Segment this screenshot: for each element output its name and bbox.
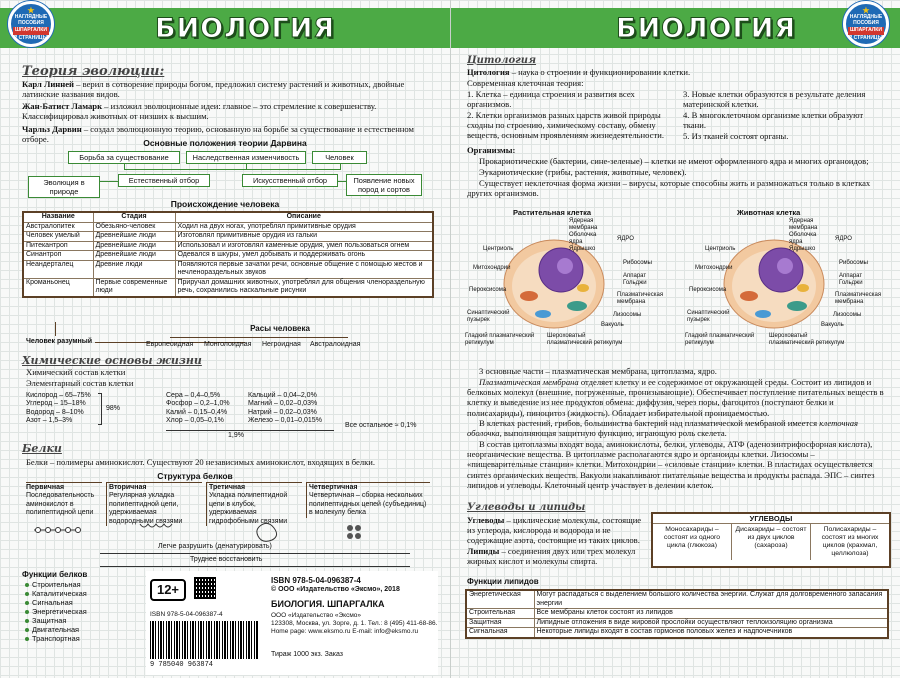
print-run: Тираж 1000 экз. Заказ — [271, 651, 343, 658]
theory-point-4: 4. В многоклеточном организме клетки образуют ткани. — [683, 110, 864, 131]
proteins-text: Белки – полимеры аминокислот. Существуют 20 независимых аминокислот, входящих в белки. — [26, 457, 376, 467]
cell-label: Пероксисома — [689, 287, 727, 293]
level-text: Четвертичная – сборка нескольких полипептидных цепей (субъединиц) в молекулу белка — [309, 492, 427, 517]
breeds-box: Появление новых пород и сортов — [346, 174, 422, 196]
origin-table — [22, 211, 434, 298]
col23-sum: 1,9% — [228, 432, 244, 439]
elements-col3 — [248, 392, 338, 426]
cell-label: Плазматическая мембрана — [835, 292, 882, 305]
origin-title: Происхождение человека — [170, 199, 280, 209]
harder-label: Труднее восстановить — [190, 556, 263, 563]
cell-label: Ядерная мембрана — [569, 218, 598, 231]
natural-selection-box: Естественный отбор — [118, 174, 210, 187]
left-banner — [0, 8, 450, 48]
list-item: Каталитическая — [24, 589, 87, 598]
cytology-heading: Цитология — [467, 55, 537, 66]
level-name: Четвертичная — [309, 484, 358, 491]
cell-label: Оболочка ядра — [569, 232, 597, 245]
table-header: Описание — [175, 212, 433, 222]
theory-point-5: 5. Из тканей состоят органы. — [683, 131, 789, 141]
lipids-paragraph — [467, 546, 647, 566]
structure-title: Структура белков — [157, 471, 233, 481]
table-cell: Одевался в шкуры, умел добывать и поддерживать огонь — [175, 251, 433, 261]
races-title: Расы человека — [250, 324, 310, 333]
list-item: Защитная — [24, 616, 87, 625]
cell-label: Рибосомы — [839, 260, 868, 266]
functions-list — [24, 580, 87, 643]
evolution-box: Эволюция в природе — [28, 176, 100, 198]
barcode-digits: 9 785040 963874 — [150, 661, 214, 669]
isbn-main: ISBN 978-5-04-096387-4 — [271, 576, 361, 585]
linnaeus-text: – верил в сотворение природы богом, предложил систему растений и животных, двойные латинские названия видов. — [22, 79, 405, 100]
cell-wall-text: В клетках растений, грибов, большинства бактерий над плазматической мембраной имеется — [479, 418, 820, 428]
linnaeus-paragraph — [22, 79, 437, 99]
right-banner — [451, 8, 900, 48]
table-cell: Липидные отложения в виде жировой прослойки осуществляют теплоизоляцию организма — [534, 618, 888, 628]
viruses: Существует неклеточная форма жизни – вирусы, которые способны жить и размножаться только в клетках других организмов. — [467, 178, 871, 199]
cytology-def-text: – наука о строении и функционировании клетки. — [509, 67, 691, 77]
level-text: Последовательность аминокислот в полипептидной цепи — [26, 492, 95, 517]
membrane-term: Плазматическая мембрана — [479, 377, 579, 387]
other-elements: Все остальное ≈ 0,1% — [345, 422, 417, 429]
cell-label: Митохондрии — [695, 265, 733, 271]
elements-col1 — [26, 392, 106, 426]
cell-label: Ядрышко — [789, 246, 816, 252]
list-item: Двигательная — [24, 625, 87, 634]
table-cell: Могут распадаться с выделением большого количества энергии. Служат для долговременного запасания энергии — [534, 590, 888, 609]
carb-type: Полисахариды – состоят из многих циклов (крахмал, целлюлоза) — [821, 526, 879, 557]
cell-label: Плазматическая мембрана — [617, 292, 664, 305]
element-item: Натрий – 0,02–0,03% — [248, 408, 317, 416]
table-cell: Древнейшие люди — [93, 241, 175, 251]
darwin-diagram-title: Основные положения теории Дарвина — [143, 138, 307, 148]
arrow-to-evolution — [100, 181, 118, 182]
imprint-block — [146, 571, 438, 675]
table-cell: Древнейшие люди — [93, 251, 175, 261]
race-item: Негроидная — [262, 341, 301, 348]
cell-parts: 3 основные части – плазматическая мембрана, цитоплазма, ядро. — [479, 366, 717, 376]
carb-type: Дисахариды – состоят из двух циклов (сахароза) — [732, 524, 811, 560]
table-cell: Изготовлял примитивные орудия из гальки — [175, 232, 433, 242]
carbs-heading: Углеводы и липиды — [467, 502, 586, 513]
chem-heading: Химические основы жизни — [22, 354, 202, 367]
evolution-heading: Теория эволюции: — [22, 64, 165, 79]
right-series-badge — [843, 1, 889, 47]
level-name: Третичная — [209, 484, 246, 491]
lamarck-paragraph — [22, 101, 437, 121]
list-item: Энергетическая — [24, 607, 87, 616]
badge-mid: ШПАРГАЛКИ — [15, 27, 47, 33]
human-box: Человек — [312, 151, 367, 164]
right-banner-title: БИОЛОГИЯ — [616, 13, 797, 44]
elements-col2 — [166, 392, 246, 426]
table-cell: Синантроп — [23, 251, 93, 261]
easier-label: Легче разрушить (денатурировать) — [158, 543, 272, 550]
copyright: © ООО «Издательство «Эксмо», 2018 — [271, 586, 400, 593]
connector — [124, 169, 254, 170]
cell-label: ЯДРО — [835, 236, 852, 242]
lipids-term: Липиды — [467, 546, 500, 556]
table-row — [23, 260, 433, 278]
publisher: ООО «Издательство «Эксмо» — [271, 612, 362, 619]
element-item: Хлор – 0,05–0,1% — [166, 417, 224, 425]
carbs-paragraph — [467, 515, 647, 546]
qr-code-icon — [194, 577, 216, 599]
cell-label: Аппарат Гольджи — [839, 273, 863, 286]
sapiens-label: Человек разумный — [26, 338, 93, 345]
level-name: Вторичная — [109, 484, 147, 491]
badge-bottom: 2 СТРАНИЦЫ — [849, 34, 883, 41]
race-item: Монголоидная — [204, 341, 252, 348]
membrane-text: отделяет клетку и ее содержимое от окружающей среды. Состоит из липидов и белковых молекул (внешние, погруженные, пронизывающие). Обеспечивает поступление питательных веществ в клетку и выведение из нее продуктов обмена: диффузия, через поры, фагоцитоз (поступают белки и полисахариды), пиноцитоз (жидкость). Обладает избирательной проницаемостью. — [467, 377, 884, 418]
plant-cell-title: Растительная клетка — [513, 208, 592, 217]
level-quaternary — [306, 482, 430, 518]
prokaryotes: Прокариотические (бактерии, сине-зеленые) – клетки не имеют оформленного ядра и многих органоидов; — [479, 156, 869, 166]
cell-label: Вакуоль — [601, 322, 624, 328]
element-item: Азот – 1,5–3% — [26, 417, 73, 425]
arrow-harder — [100, 566, 410, 567]
table-row — [23, 251, 433, 261]
table-cell: Защитная — [466, 618, 534, 628]
cell-label: Аппарат Гольджи — [623, 273, 647, 286]
badge-top: НАГЛЯДНЫЕ ПОСОБИЯ — [849, 14, 883, 26]
element-item: Кислород – 65–75% — [26, 392, 91, 399]
cell-label: Центриоль — [483, 246, 514, 252]
cell-label: Гладкий плазматический ретикулум — [465, 333, 535, 346]
chem-line2: Элементарный состав клетки — [26, 378, 134, 388]
cell-label: Синаптический пузырек — [687, 310, 730, 323]
table-header: Название — [23, 212, 93, 222]
cell-wall-paragraph — [467, 418, 887, 438]
quaternary-icon — [347, 525, 361, 539]
table-cell: Древнейшие люди — [93, 232, 175, 242]
address: 123308, Москва, ул. Зорге, д. 1. Тел.: 8 (495) 411-68-86. — [271, 620, 438, 627]
level-text: Регулярная укладка полипептидной цепи, удерживаемая водородными связями — [109, 492, 183, 525]
heredity-box: Наследственная изменчивость — [186, 151, 306, 164]
carbs-text: – циклические молекулы, состоящие из углерода, кислорода и водорода и не содержащие азота, состоящие из таких циклов. — [467, 515, 642, 546]
lipid-functions-table — [465, 589, 889, 639]
element-item: Сера – 0,4–0,5% — [166, 392, 221, 399]
races-bracket — [170, 337, 348, 338]
cell-label: Рибосомы — [623, 260, 652, 266]
table-row — [23, 222, 433, 232]
table-cell: Все мембраны клеток состоят из липидов — [534, 609, 888, 619]
table-header-row — [23, 212, 433, 222]
proteins-heading: Белки — [22, 442, 62, 455]
animal-cell-title: Животная клетка — [737, 208, 801, 217]
carb-type: Моносахариды – состоят из одного цикла (глюкоза) — [653, 524, 732, 560]
left-banner-title: БИОЛОГИЯ — [155, 13, 336, 44]
theory-point-1: 1. Клетка – единица строения и развития всех организмов. — [467, 89, 635, 110]
table-cell: Кроманьонец — [23, 278, 93, 297]
carbs-table-title: УГЛЕВОДЫ — [653, 514, 889, 523]
table-row — [23, 232, 433, 242]
cell-label: Митохондрии — [473, 265, 511, 271]
cell-label: Лизосомы — [613, 312, 642, 318]
organisms-heading: Организмы: — [467, 145, 516, 155]
artificial-selection-box: Искусственный отбор — [242, 174, 338, 187]
arrow-to-breeds — [338, 181, 346, 182]
cell-label: Вакуоль — [821, 322, 844, 328]
star-icon: ★ — [862, 6, 870, 15]
table-row — [23, 241, 433, 251]
isbn-small: ISBN 978-5-04-096387-4 — [150, 611, 223, 618]
right-page — [450, 0, 900, 678]
brace — [98, 393, 102, 425]
cell-label: Оболочка ядра — [789, 232, 817, 245]
element-item: Железо – 0,01–0,015% — [248, 417, 322, 425]
cell-label: Синаптический пузырек — [467, 310, 510, 323]
table-cell: Обезьяно-человек — [93, 222, 175, 232]
contacts: Home page: www.eksmo.ru E-mail: info@eksmo.ru — [271, 628, 419, 635]
table-cell: Некоторые липиды входят в состав гормонов половых желез и надпочечников — [534, 628, 888, 638]
element-item: Магний – 0,02–0,03% — [248, 400, 318, 408]
theory-point-3: 3. Новые клетки образуются в результате деления материнской клетки. — [683, 89, 866, 110]
carbs-table — [651, 512, 891, 568]
carbs-types-row — [653, 523, 889, 560]
left-series-badge — [8, 1, 54, 47]
table-cell: Первые современные люди — [93, 278, 175, 297]
lamarck-text: – изложил эволюционные идеи: главное – это стремление к совершенству. Классифицировал животных от низших к высшим. — [22, 101, 377, 122]
table-row — [466, 590, 888, 609]
table-cell: Австралопитек — [23, 222, 93, 232]
level-text: Укладка полипептидной цепи в клубок, удерживаемая гидрофобными связями — [209, 492, 288, 525]
list-item: Транспортная — [24, 634, 87, 643]
table-row — [466, 618, 888, 628]
race-item: Европеоидная — [146, 341, 194, 348]
table-row — [466, 609, 888, 619]
col1-sum: 98% — [106, 405, 121, 412]
lipid-functions-title: Функции липидов — [467, 577, 539, 586]
globule-icon — [257, 523, 277, 541]
modern-theory: Современная клеточная теория: — [467, 78, 584, 88]
struggle-box: Борьба за существование — [68, 151, 180, 164]
linnaeus-name: Карл Линней — [22, 79, 74, 89]
table-cell: Строительная — [466, 609, 534, 619]
cell-label: ЯДРО — [617, 236, 634, 242]
carbs-term: Углеводы — [467, 515, 505, 525]
table-cell: Неандерталец — [23, 260, 93, 278]
table-header: Стадия — [93, 212, 175, 222]
functions-title: Функции белков — [22, 570, 88, 579]
cell-wall-text-end: , выполняющая защитную функцию, играющую роль скелета. — [499, 428, 727, 439]
cell-label: Ядрышко — [569, 246, 596, 252]
lamarck-name: Жан-Батист Ламарк — [22, 101, 103, 111]
darwin-text: – создал эволюционную теорию, основанную на борьбе за существование и естественном отборе. — [22, 124, 414, 145]
table-cell: Сигнальная — [466, 628, 534, 638]
badge-mid: ШПАРГАЛКИ — [850, 27, 882, 33]
cell-label: Шероховатый плазматический ретикулум — [547, 333, 623, 346]
sum-bracket — [166, 430, 334, 431]
book-title: БИОЛОГИЯ. ШПАРГАЛКА — [271, 599, 385, 609]
arrow-line — [55, 322, 56, 336]
star-icon: ★ — [27, 6, 35, 15]
helix-icon — [140, 524, 172, 527]
cell-label: Лизосомы — [833, 312, 862, 318]
cell-label: Центриоль — [705, 246, 736, 252]
cytology-term: Цитология — [467, 67, 510, 77]
cell-label: Шероховатый плазматический ретикулум — [769, 333, 845, 346]
element-item: Водород – 8–10% — [26, 408, 84, 416]
connector — [340, 164, 341, 170]
element-item: Фосфор – 0,2–1,0% — [166, 400, 230, 408]
table-cell: Человек умелый — [23, 232, 93, 242]
table-cell: Приручал домашних животных, употреблял для общения членораздельную речь, сохранились наскальные рисунки — [175, 278, 433, 297]
cytoplasm-paragraph: В состав цитоплазмы входят вода, аминокислоты, белки, углеводы, АТФ (аденозинтрифосфорная кислота), неорганические вещества. В цитоплазме располагаются ядро и органоиды клетки. Лизосомы – «пищеварительные станции» клетки. Митохондрии – «силовые станции» клетки. В пластидах осуществляется синтез органических веществ. Вакуоли накапливают питательные вещества и продукты распада. ЭПС – синтез липидов и углеводы. Клеточный центр участвует в делении клеток. — [467, 439, 875, 490]
table-row — [23, 278, 433, 297]
eukaryotes: Эукариотические (грибы, растения, животные, человек). — [479, 167, 687, 177]
cell-label: Пероксисома — [469, 287, 507, 293]
list-item: Сигнальная — [24, 598, 87, 607]
race-item: Австралоидная — [310, 341, 361, 348]
badge-bottom: 2 СТРАНИЦЫ — [14, 34, 48, 41]
cytology-def — [467, 67, 690, 77]
chem-line1: Химический состав клетки — [26, 367, 126, 377]
primary-chain-icon — [34, 528, 81, 533]
table-cell: Появляются первые зачатки речи, основные общение с помощью жестов и нечленораздельных звуков — [175, 260, 433, 278]
barcode-icon — [150, 621, 258, 659]
cell-label: Гладкий плазматический ретикулум — [685, 333, 755, 346]
cell-wall-term: клеточная оболочка — [467, 418, 859, 439]
age-rating: 12+ — [150, 579, 186, 601]
element-item: Кальций – 0,04–2,0% — [248, 392, 317, 399]
theory-point-2: 2. Клетки организмов разных царств живой природы сходны по строению, химическому составу, обмену веществ, основным проявлениям жизнедеятельности. — [467, 110, 664, 141]
lipids-text: – соединения двух или трех молекул жирных кислот и молекулы спирта. — [467, 546, 636, 567]
level-name: Первичная — [26, 484, 65, 491]
table-cell: Энергетическая — [466, 590, 534, 609]
table-cell: Использовал и изготовлял каменные орудия, умел пользоваться огнем — [175, 241, 433, 251]
connector — [246, 169, 340, 170]
element-item: Калий – 0,15–0,4% — [166, 408, 228, 416]
element-item: Углерод – 15–18% — [26, 400, 86, 408]
table-cell: Ходил на двух ногах, употреблял примитивные орудия — [175, 222, 433, 232]
badge-top: НАГЛЯДНЫЕ ПОСОБИЯ — [14, 14, 48, 26]
darwin-name: Чарльз Дарвин — [22, 124, 82, 134]
arrow-easier — [100, 553, 410, 554]
table-row — [466, 628, 888, 638]
list-item: Строительная — [24, 580, 87, 589]
level-primary — [26, 482, 102, 518]
cell-label: Ядерная мембрана — [789, 218, 818, 231]
membrane-paragraph — [467, 377, 887, 418]
table-cell: Питекантроп — [23, 241, 93, 251]
table-cell: Древние люди — [93, 260, 175, 278]
